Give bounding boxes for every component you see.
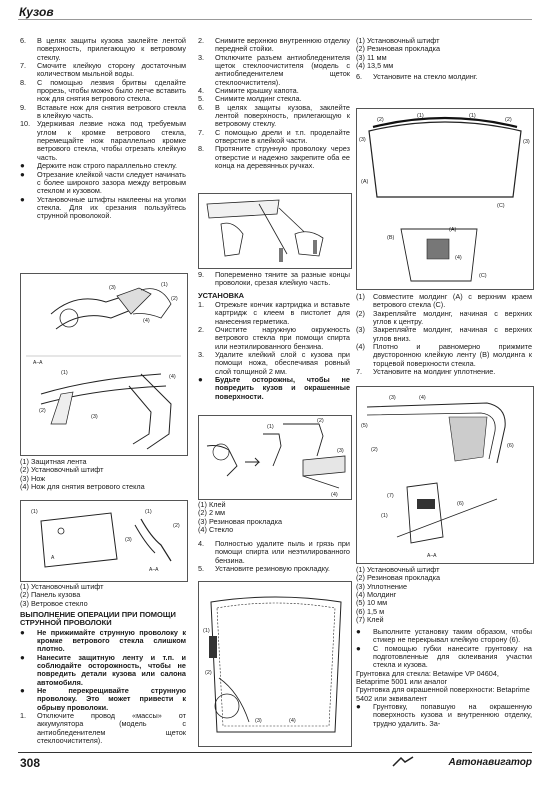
item-marker: ●	[356, 702, 361, 712]
col1-wire-section	[20, 609, 186, 746]
caption-line: (3) Нож	[20, 473, 46, 483]
svg-text:(2): (2)	[317, 418, 324, 424]
caption-line: (1) Клей	[198, 500, 226, 509]
svg-text:(2): (2)	[505, 117, 512, 123]
item-marker: 7.	[20, 61, 27, 71]
item-text: С помощью лезвия бритвы сделайте прорезь, чтобы можно было легче вставить нож для снятия ветрового стекла.	[37, 77, 186, 104]
col3-primer	[356, 628, 532, 728]
svg-text:(3): (3)	[523, 139, 530, 145]
item-text: С помощью губки нанесите грунтовку на подготовленные для склеивания участки стекла и кузова.	[373, 643, 532, 670]
item-marker: 6.	[356, 72, 363, 82]
fig1-captions	[20, 458, 186, 491]
figure-knife-cutting	[20, 273, 188, 456]
svg-text:(1): (1)	[61, 370, 68, 376]
caption-line: (3) Уплотнение	[356, 581, 408, 591]
step-item	[198, 565, 350, 573]
item-text: Держите нож строго параллельно стеклу.	[37, 161, 178, 171]
svg-text:(4): (4)	[143, 318, 150, 324]
svg-text:(4): (4)	[331, 492, 338, 498]
col2-install2	[198, 540, 350, 573]
item-text: Выполните установку таким образом, чтобы стикер не перекрывал клейкую сторону (6).	[373, 627, 532, 645]
svg-text:(3): (3)	[389, 395, 396, 401]
item-text: В целях защиты кузова заклейте лентой поверхность, прилегающую к ветровому стеклу.	[37, 36, 186, 62]
item-text: Не перекрещивайте струнную проволоку. Это может привести к обрыву проволоки.	[37, 686, 186, 712]
item-text: В целях защиты кузова, заклейте лентой поверхность, прилегающую к ветровому стеклу.	[215, 102, 350, 129]
svg-text:(C): (C)	[497, 203, 505, 209]
item-marker: 3.	[198, 350, 205, 360]
caption-line: (2) Установочный штифт	[20, 465, 104, 475]
item-marker: 4.	[198, 539, 205, 548]
bullet-item	[356, 628, 532, 645]
item-marker: ●	[198, 375, 203, 385]
caption-line: (4) Стекло	[198, 525, 234, 535]
svg-text:(1): (1)	[31, 509, 38, 515]
step-item	[198, 301, 350, 326]
item-marker: 8.	[20, 77, 27, 87]
step-item	[198, 54, 350, 87]
svg-text:(C): (C)	[479, 273, 487, 279]
step-item	[198, 326, 350, 351]
bullet-item	[198, 376, 350, 401]
step-item	[198, 129, 350, 146]
step-item	[20, 62, 186, 79]
footer-divider	[18, 752, 532, 753]
item-text: Полностью удалите пыль и грязь при помощи спирта или неэтилированного бензина.	[215, 539, 350, 565]
svg-text:(A): (A)	[361, 179, 369, 185]
bullet-item	[356, 645, 532, 670]
caption-line: (4) 13,5 мм	[356, 61, 394, 71]
bullet-item	[20, 654, 186, 687]
col3-molding-steps	[356, 293, 532, 376]
page-number: 308	[20, 756, 41, 770]
step-item	[20, 37, 186, 62]
item-marker: 1.	[20, 711, 27, 721]
svg-text:(1): (1)	[161, 282, 168, 288]
item-text: Грунтовку, попавшую на окрашенную поверхность кузова и внутреннюю отделку, трудно удалить. За-	[373, 702, 532, 728]
bullet-item	[20, 171, 186, 196]
caption-line: (1) Установочный штифт	[20, 582, 104, 591]
fig3-captions	[198, 501, 350, 534]
item-text: Установите на молдинг уплотнение.	[373, 367, 496, 377]
item-text: Удерживая лезвие ножа под требуемым углом к кромке ветрового стекла, перемещайте нож параллельно кромке ветрового стекла, чтобы отрезать клейкую часть.	[37, 119, 186, 162]
item-marker: 9.	[20, 102, 27, 112]
item-text: Плотно и равномерно прижмите двусторонною клейкую ленту (В) молдинга к торцевой поверхности стекла.	[373, 342, 532, 368]
step-item	[198, 104, 350, 129]
bullet-item	[20, 196, 186, 221]
svg-text:(1): (1)	[145, 509, 152, 515]
svg-text:(B): (B)	[387, 235, 395, 241]
publisher-name: Автонавигатор	[448, 757, 532, 768]
item-marker: ●	[20, 161, 25, 171]
item-marker: ●	[20, 686, 25, 696]
svg-text:(A): (A)	[449, 227, 457, 233]
figure-wire-handles	[198, 193, 352, 269]
item-text: Закрепляйте молдинг, начиная с верхних углов вниз.	[373, 325, 532, 343]
item-text: Не прижимайте струнную проволоку к кромке ветрового стекла слишком плотно.	[37, 627, 186, 654]
caption-line: (4) Молдинг	[356, 590, 397, 600]
svg-text:(7): (7)	[387, 493, 394, 499]
item-marker: (1)	[356, 292, 365, 301]
svg-text:(3): (3)	[91, 414, 98, 420]
item-marker: ●	[356, 627, 361, 636]
install-heading: УСТАНОВКА	[198, 290, 245, 300]
svg-text:A–A: A–A	[33, 360, 43, 366]
item-marker: ●	[356, 643, 361, 653]
step-item	[356, 326, 532, 343]
svg-text:(5): (5)	[361, 423, 368, 429]
item-marker: (2)	[356, 308, 365, 318]
item-marker: 10.	[20, 119, 31, 129]
item-marker: 7.	[356, 367, 363, 377]
item-marker: 5.	[198, 564, 205, 574]
caption-line: (3) Резиновая прокладка	[198, 516, 283, 526]
item-text: Снимите молдинг стекла.	[215, 94, 302, 104]
figure-glass-pin	[20, 500, 188, 582]
item-text: Протяните струнную проволоку через отверстие и надежно закрепите оба ее конца на деревянных ручках.	[215, 144, 350, 171]
col2-steps	[198, 37, 350, 171]
figure-seal	[356, 386, 534, 564]
item-text: Очистите наружную окружность ветрового стекла при помощи спирта или неэтилированного бензина.	[215, 325, 350, 351]
figure-molding	[356, 108, 534, 290]
item-marker: 3.	[198, 52, 205, 62]
item-marker: 2.	[198, 325, 205, 335]
svg-text:(3): (3)	[337, 448, 344, 454]
item-text: Отключите разъем антиобледенителя щеток стеклоочистителя (модель с антиобледенителем щеток стеклоочистителя).	[215, 52, 350, 87]
figure-adhesive-layer	[198, 415, 352, 500]
caption-line: (2) Панель кузова	[20, 590, 81, 600]
publisher-logo-icon	[392, 756, 414, 768]
svg-text:(3): (3)	[255, 718, 262, 724]
caption-line: Грунтовка для окрашенной поверхности: Betaprime 5402 или эквивалент	[356, 685, 530, 703]
item-text: Отрежьте кончик картриджа и вставьте картридж с клеем в пистолет для нанесения герметика.	[215, 300, 350, 326]
svg-text:(6): (6)	[507, 443, 514, 449]
fig5-captions	[356, 566, 532, 624]
item-marker: 1.	[198, 300, 205, 310]
item-marker: 6.	[20, 36, 27, 45]
item-marker: 4.	[198, 86, 205, 96]
svg-text:(1): (1)	[381, 513, 388, 519]
svg-text:(1): (1)	[469, 113, 476, 119]
step-item	[20, 712, 186, 745]
item-marker: 5.	[198, 94, 205, 104]
item-text: Нанесите защитную ленту и т.п. и соблюдайте осторожность, чтобы не повредить детали кузова или салона автомобиля.	[37, 652, 186, 687]
svg-text:(1): (1)	[267, 424, 274, 430]
svg-text:(2): (2)	[371, 447, 378, 453]
item-marker: 2.	[198, 36, 205, 45]
svg-text:(4): (4)	[419, 395, 426, 401]
svg-text:(2): (2)	[171, 296, 178, 302]
bullet-item	[356, 703, 532, 728]
item-marker: (4)	[356, 342, 365, 352]
svg-text:(2): (2)	[173, 523, 180, 529]
step-item	[198, 37, 350, 54]
item-marker: 7.	[198, 127, 205, 137]
item-text: Снимите верхнюю внутреннюю отделку передней стойки.	[215, 36, 350, 54]
svg-text:(1): (1)	[417, 113, 424, 119]
svg-text:(3): (3)	[359, 137, 366, 143]
header-divider	[18, 19, 532, 20]
caption-line: (3) 11 мм	[356, 52, 387, 62]
item-text: Попеременно тяните за разные концы проволоки, срезая клейкую часть.	[215, 270, 350, 288]
item-text: Вставьте нож для снятия ветрового стекла в клейкую часть.	[37, 102, 186, 121]
bullet-item	[20, 629, 186, 654]
step-item	[356, 368, 532, 376]
item-marker: (3)	[356, 325, 365, 335]
col3-top-captions	[356, 37, 532, 82]
svg-text:(1): (1)	[203, 628, 210, 634]
step-item	[20, 104, 186, 121]
item-marker: ●	[20, 627, 25, 637]
col1-steps	[20, 37, 186, 221]
item-text: Отрезание клейкой части следует начинать с более широкого зазора между ветровым стеклом и кузовом.	[37, 169, 186, 196]
step-item	[198, 271, 350, 288]
svg-text:(4): (4)	[289, 718, 296, 724]
item-text: Закрепляйте молдинг, начиная с верхних углов к центру.	[373, 308, 532, 327]
item-text: Будьте осторожны, чтобы не повредить кузов и окрашенные поверхности.	[215, 375, 350, 401]
caption-line: (2) 2 мм	[198, 508, 226, 518]
item-text: Установите на стекло молдинг.	[373, 72, 478, 82]
item-text: Снимите крышку капота.	[215, 86, 299, 96]
caption-line: (3) Ветровое стекло	[20, 598, 88, 608]
item-marker: ●	[20, 194, 25, 204]
step-item	[20, 79, 186, 104]
item-text: Отключите провод «массы» от аккумулятора (модель с антиобледенителем щеток стеклоочистителя).	[37, 711, 186, 746]
step-item	[356, 343, 532, 368]
caption-line: (7) Клей	[356, 615, 384, 625]
caption-line: (4) Нож для снятия ветрового стекла	[20, 482, 145, 492]
svg-text:A–A: A–A	[149, 567, 159, 573]
caption-line: (2) Резиновая прокладка	[356, 573, 441, 583]
bullet-item	[20, 687, 186, 712]
caption-line: (5) 10 мм	[356, 598, 388, 608]
step-item	[198, 540, 350, 565]
svg-text:A: A	[51, 555, 55, 561]
item-marker: 9.	[198, 270, 205, 279]
item-text: Установите резиновую прокладку.	[215, 564, 330, 574]
item-marker: 8.	[198, 144, 205, 154]
step-item	[198, 351, 350, 376]
figure-rubber-gasket	[198, 581, 352, 747]
caption-line: Грунтовка для стекла: Betawipe VP 04604, Betaprime 5001 или аналог	[356, 668, 499, 687]
item-text: С помощью дрели и т.п. проделайте отверстие в клейкой части.	[215, 127, 350, 146]
step-item	[356, 73, 532, 81]
svg-text:(3): (3)	[109, 285, 116, 291]
item-marker: ●	[20, 169, 25, 179]
step-item	[356, 293, 532, 310]
svg-text:A–A: A–A	[427, 553, 437, 559]
caption-line: (1) Защитная лента	[20, 457, 87, 466]
svg-text:(2): (2)	[39, 408, 46, 414]
col2-item9	[198, 271, 350, 401]
step-item	[20, 120, 186, 162]
caption-line: (1) Установочный штифт	[356, 565, 440, 574]
item-text: Смочите клейкую сторону достаточным количеством мыльной воды.	[37, 61, 186, 79]
svg-text:(3): (3)	[125, 537, 132, 543]
svg-text:(2): (2)	[205, 670, 212, 676]
item-marker: 6.	[198, 102, 205, 112]
item-text: Совместите молдинг (А) с верхним краем ветрового стекла (С).	[373, 292, 532, 310]
item-text: Удалите клейкий слой с кузова при помощи ножа, обеспечивая ровный слой толщиной 2 мм.	[215, 350, 350, 376]
item-marker: ●	[20, 652, 25, 662]
caption-line: (1) Установочный штифт	[356, 36, 440, 45]
svg-text:(2): (2)	[377, 117, 384, 123]
fig2-captions	[20, 583, 186, 608]
wire-section-heading: ВЫПОЛНЕНИЕ ОПЕРАЦИИ ПРИ ПОМОЩИ СТРУННОЙ ПРОВОЛОКИ	[20, 610, 176, 628]
step-item	[356, 310, 532, 327]
svg-text:(6): (6)	[457, 501, 464, 507]
step-item	[198, 145, 350, 170]
item-text: Установочные штифты наклеены на уголки стекла. Для их срезания пользуйтесь струнной проволокой.	[37, 194, 186, 221]
svg-text:(4): (4)	[169, 374, 176, 380]
caption-line: (6) 1,5 м	[356, 606, 385, 616]
section-title: Кузов	[19, 5, 54, 19]
svg-text:(4): (4)	[455, 255, 462, 261]
caption-line: (2) Резиновая прокладка	[356, 44, 441, 54]
